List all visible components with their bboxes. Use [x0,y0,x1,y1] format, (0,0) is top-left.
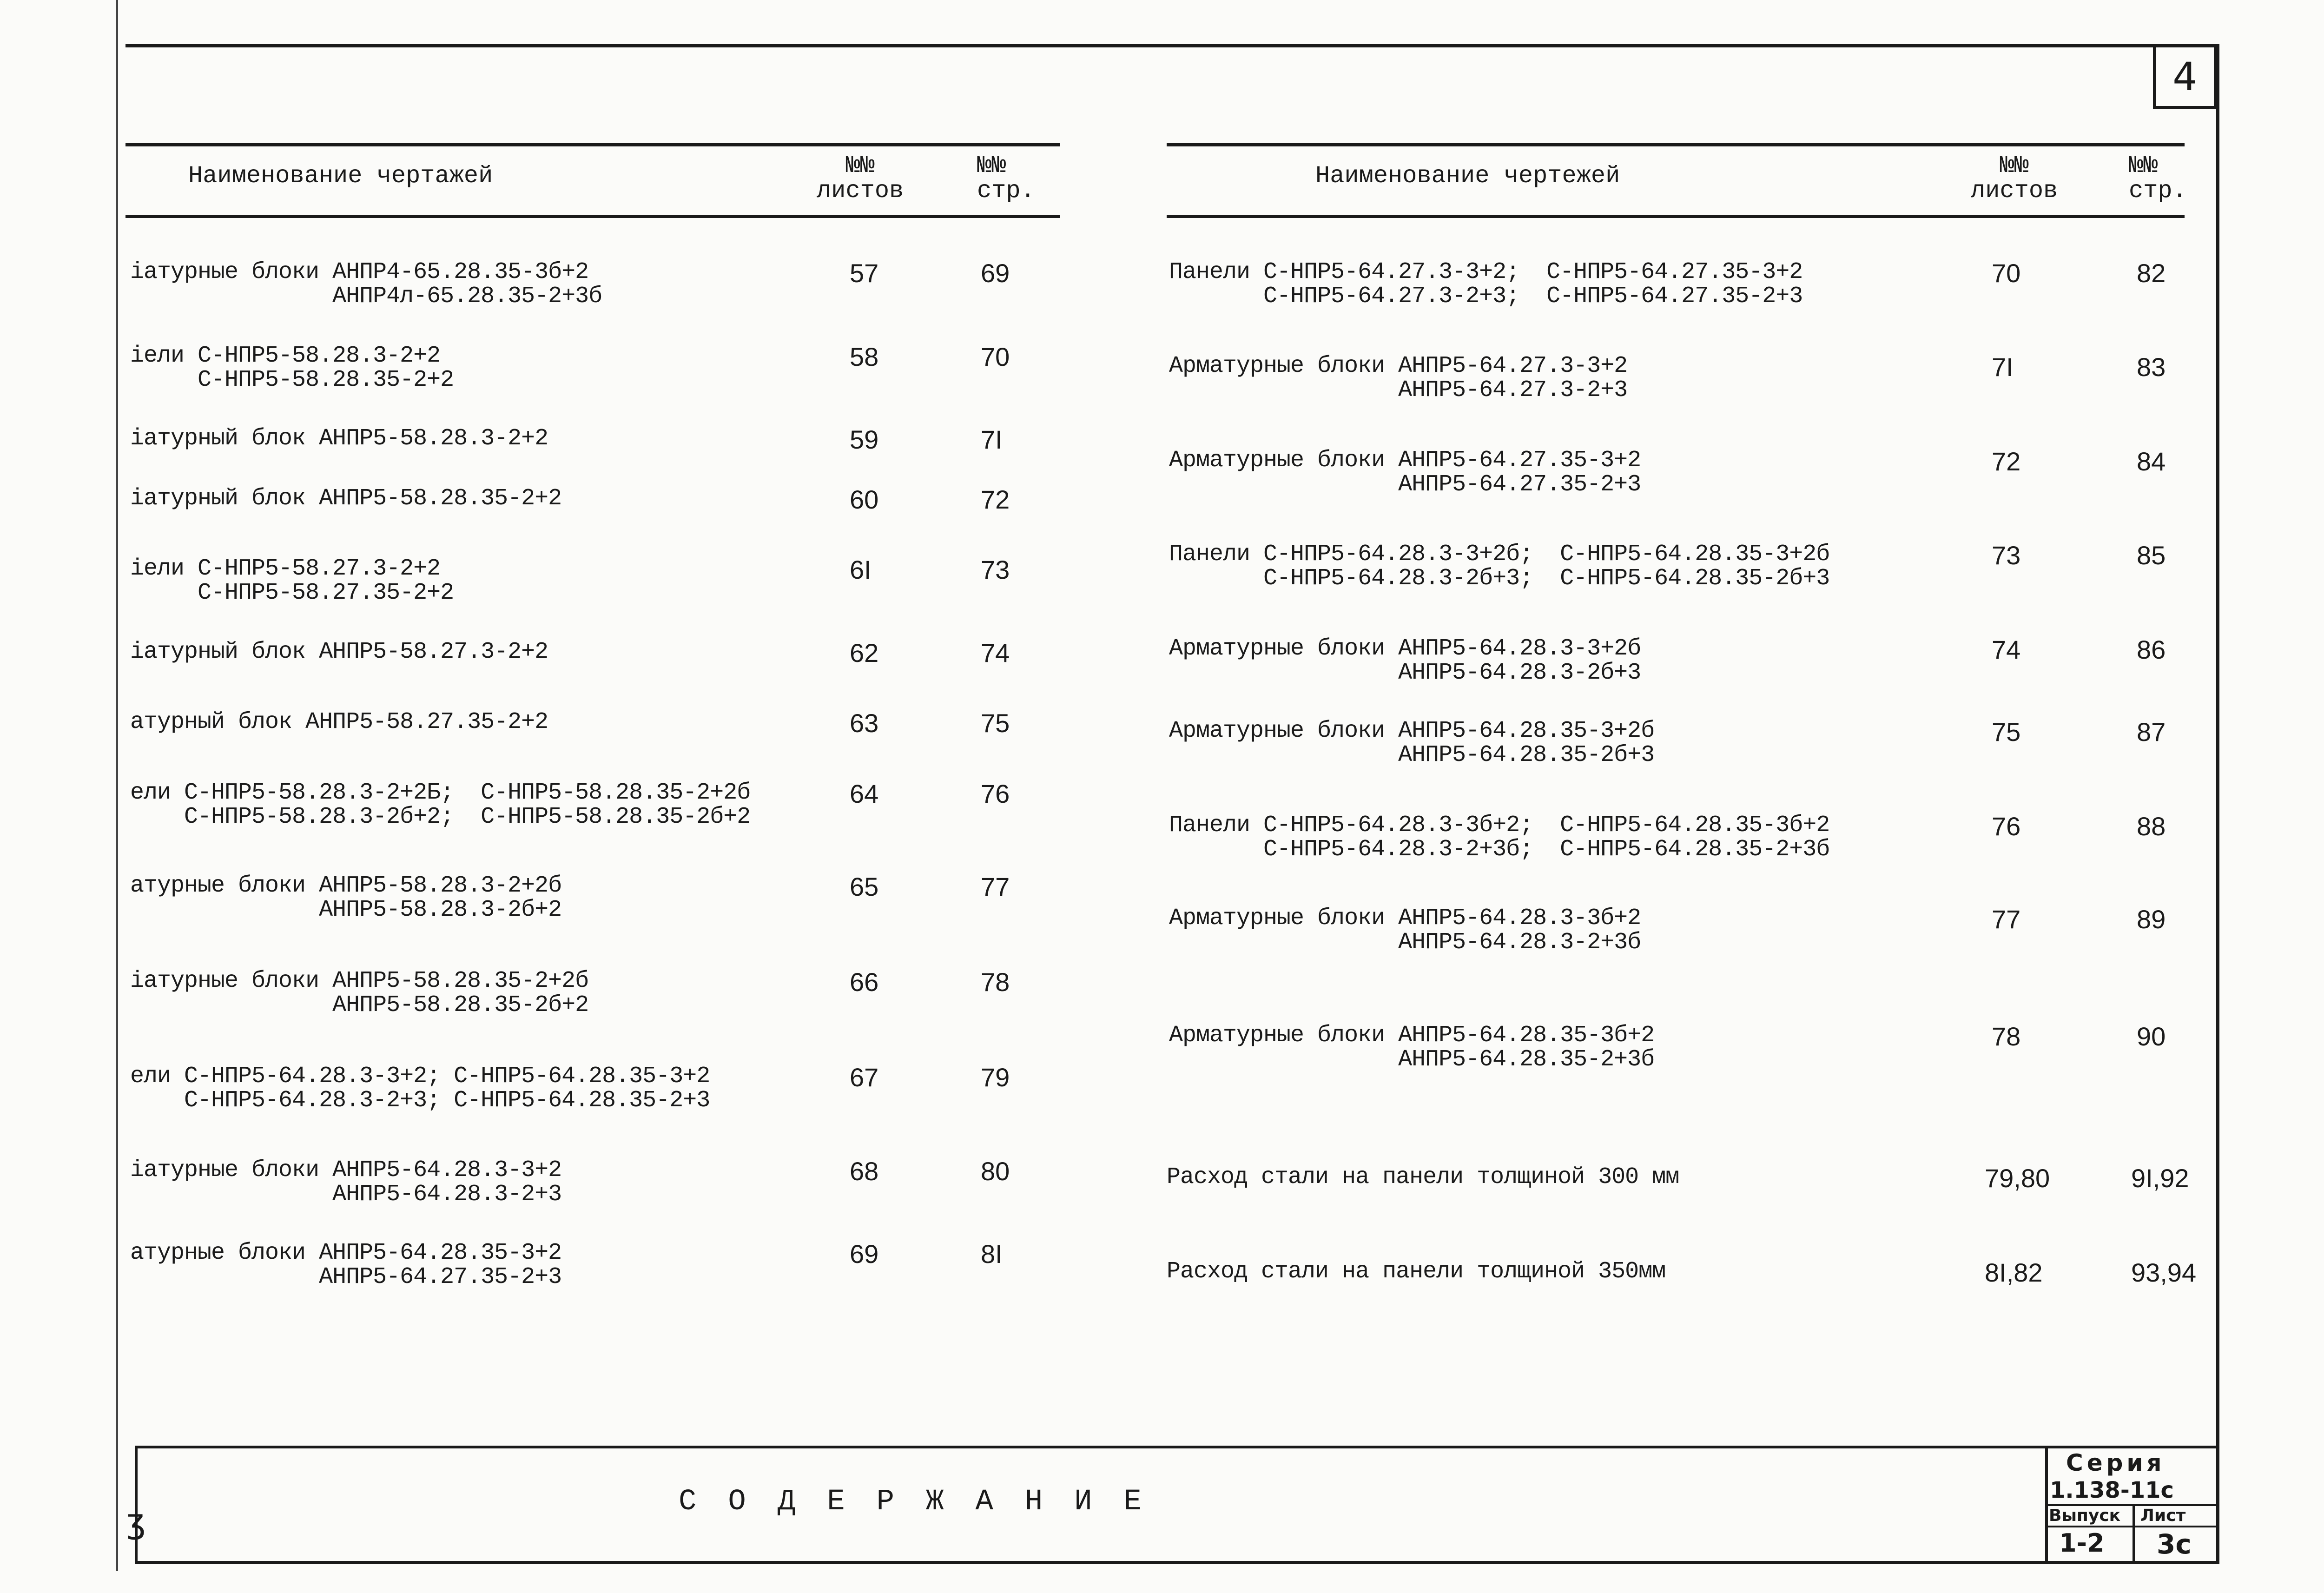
page-ref: 85 [2137,541,2166,570]
drawing-name: іели С-НПР5-58.28.3-2+2 С-НПР5-58.28.35-2+2 [130,343,454,393]
footer-bottom-line [135,1561,2219,1564]
sheet-number: 60 [850,485,879,514]
drawing-name: Арматурные блоки АНПР5-64.27.3-3+2 АНПР5-64.27.3-2+3 [1169,353,1628,403]
sheet-number: 77 [1992,905,2021,934]
page-ref: 9I,92 [2131,1163,2189,1193]
drawing-name: ели С-НПР5-64.28.3-3+2; С-НПР5-64.28.35-3+2 С-НПР5-64.28.3-2+3; С-НПР5-64.28.35-2+3 [130,1063,710,1114]
sheet-number: 70 [1992,258,2021,288]
drawing-name: іатурные блоки АНПР5-64.28.3-3+2 АНПР5-64.28.3-2+3 [130,1157,562,1208]
page-ref: 75 [981,708,1010,738]
drawing-name: іатурный блок АНПР5-58.27.3-2+2 [130,639,548,665]
drawing-name: Расход стали на панели толщиной 300 мм [1167,1164,1679,1190]
sheet-number: 78 [1992,1022,2021,1051]
drawing-name: Арматурные блоки АНПР5-64.27.35-3+2 АНПР5-64.27.35-2+3 [1169,447,1641,498]
stamp-divider [2133,1504,2135,1564]
drawing-name: ели С-НПР5-58.28.3-2+2Б; С-НПР5-58.28.35-2+2б С-НПР5-58.28.3-2б+2; С-НПР5-58.28.35-2б+2 [130,780,751,830]
page-ref: 82 [2137,258,2166,288]
page-ref: 79 [981,1063,1010,1092]
sheet-number: 63 [850,708,879,738]
page-ref: 69 [981,258,1010,288]
left-table-header-bottom [125,215,1060,218]
stamp-label-line [2045,1526,2219,1527]
sheet-number: 76 [1992,812,2021,841]
document-title: СОДЕРЖАНИЕ [679,1485,1174,1519]
page-ref: 90 [2137,1022,2166,1051]
drawing-name: Панели С-НПР5-64.27.3-3+2; С-НПР5-64.27.35-3+2 С-НПР5-64.27.3-2+3; С-НПР5-64.27.35-2+3 [1169,259,1803,310]
page-ref: 77 [981,872,1010,901]
drawing-name: іатурный блок АНПР5-58.28.3-2+2 [130,425,548,452]
right-header-pages: №№ стр. [2129,152,2187,205]
sheet-number: 59 [850,425,879,454]
drawing-name: іели С-НПР5-58.27.3-2+2 С-НПР5-58.27.35-2+2 [130,555,454,606]
page-ref: 8I [981,1239,1003,1269]
page-ref: 83 [2137,352,2166,382]
page-ref: 73 [981,555,1010,584]
page-ref: 70 [981,342,1010,371]
sheet-label: Лист [2140,1506,2186,1525]
issue-value: 1-2 [2059,1528,2105,1558]
issue-label: Выпуск [2049,1506,2121,1525]
series-value: 1.138-11с [2050,1477,2174,1503]
sheet-number: 67 [850,1063,879,1092]
sheet-number: 69 [850,1239,879,1269]
page-ref: 89 [2137,905,2166,934]
sheet-number: 62 [850,638,879,668]
page-ref: 86 [2137,635,2166,664]
drawing-name: іатурные блоки АНПР5-58.28.35-2+2б АНПР5-58.28.35-2б+2 [130,968,589,1018]
series-label: Серия [2066,1449,2166,1476]
sheet-number: 66 [850,967,879,997]
sheet-number: 75 [1992,717,2021,747]
margin-mark: ʒ [126,1501,146,1540]
drawing-name: Панели С-НПР5-64.28.3-3б+2; С-НПР5-64.28.35-3б+2 С-НПР5-64.28.3-2+3б; С-НПР5-64.28.35-2+3б [1169,812,1830,863]
left-header-name: Наименование чертажей [188,162,493,190]
page-ref: 72 [981,485,1010,514]
page-ref: 76 [981,779,1010,808]
left-header-pages: №№ стр. [977,152,1035,205]
sheet-value: 3с [2157,1528,2192,1560]
drawing-name: атурные блоки АНПР5-64.28.35-3+2 АНПР5-64.27.35-2+3 [130,1240,562,1290]
sheet-number: 57 [850,258,879,288]
sheet-number: 73 [1992,541,2021,570]
sheet-number: 68 [850,1157,879,1186]
sheet-number: 74 [1992,635,2021,664]
page-ref: 80 [981,1157,1010,1186]
page-ref: 84 [2137,447,2166,476]
page-ref: 87 [2137,717,2166,747]
drawing-name: атурные блоки АНПР5-58.28.3-2+2б АНПР5-58.28.3-2б+2 [130,873,562,923]
drawing-name: Панели С-НПР5-64.28.3-3+2б; С-НПР5-64.28.35-3+2б С-НПР5-64.28.3-2б+3; С-НПР5-64.28.35-2б+3 [1169,541,1830,592]
sheet-number: 64 [850,779,879,808]
page-ref: 78 [981,967,1010,997]
sheet-number: 65 [850,872,879,901]
page-ref: 74 [981,638,1010,668]
page-ref: 7I [981,425,1003,454]
drawing-name: атурный блок АНПР5-58.27.35-2+2 [130,709,548,735]
left-header-sheets: №№ листов [817,152,904,205]
sheet-number: 58 [850,342,879,371]
sheet-number: 72 [1992,447,2021,476]
page-number: 4 [2153,44,2217,109]
left-edge [116,0,118,1571]
left-table-header-top [125,143,1060,146]
right-table-header-top [1167,143,2185,146]
drawing-name: Арматурные блоки АНПР5-64.28.35-3+2б АНПР5-64.28.35-2б+3 [1169,718,1655,768]
sheet-number: 6I [850,555,872,584]
page-ref: 93,94 [2131,1258,2197,1287]
right-header-sheets: №№ листов [1971,152,2058,205]
drawing-name: іатурные блоки АНПР4-65.28.35-3б+2 АНПР4л-65.28.35-2+3б [130,259,602,310]
drawing-name: Арматурные блоки АНПР5-64.28.35-3б+2 АНПР5-64.28.35-2+3б [1169,1022,1655,1073]
footer-top-line [135,1446,2219,1448]
drawing-name: Арматурные блоки АНПР5-64.28.3-3+2б АНПР5-64.28.3-2б+3 [1169,635,1641,686]
sheet-number: 79,80 [1985,1163,2050,1193]
drawing-name: Арматурные блоки АНПР5-64.28.3-3б+2 АНПР5-64.28.3-2+3б [1169,905,1641,956]
top-border [125,44,2219,47]
sheet-number: 7I [1992,352,2014,382]
sheet-number: 8I,82 [1985,1258,2043,1287]
drawing-name: іатурный блок АНПР5-58.28.35-2+2 [130,485,562,512]
page-ref: 88 [2137,812,2166,841]
drawing-name: Расход стали на панели толщиной 350мм [1167,1258,1666,1285]
right-table-header-bottom [1167,215,2185,218]
right-border [2216,44,2219,1564]
right-header-name: Наименование чертежей [1315,162,1620,190]
